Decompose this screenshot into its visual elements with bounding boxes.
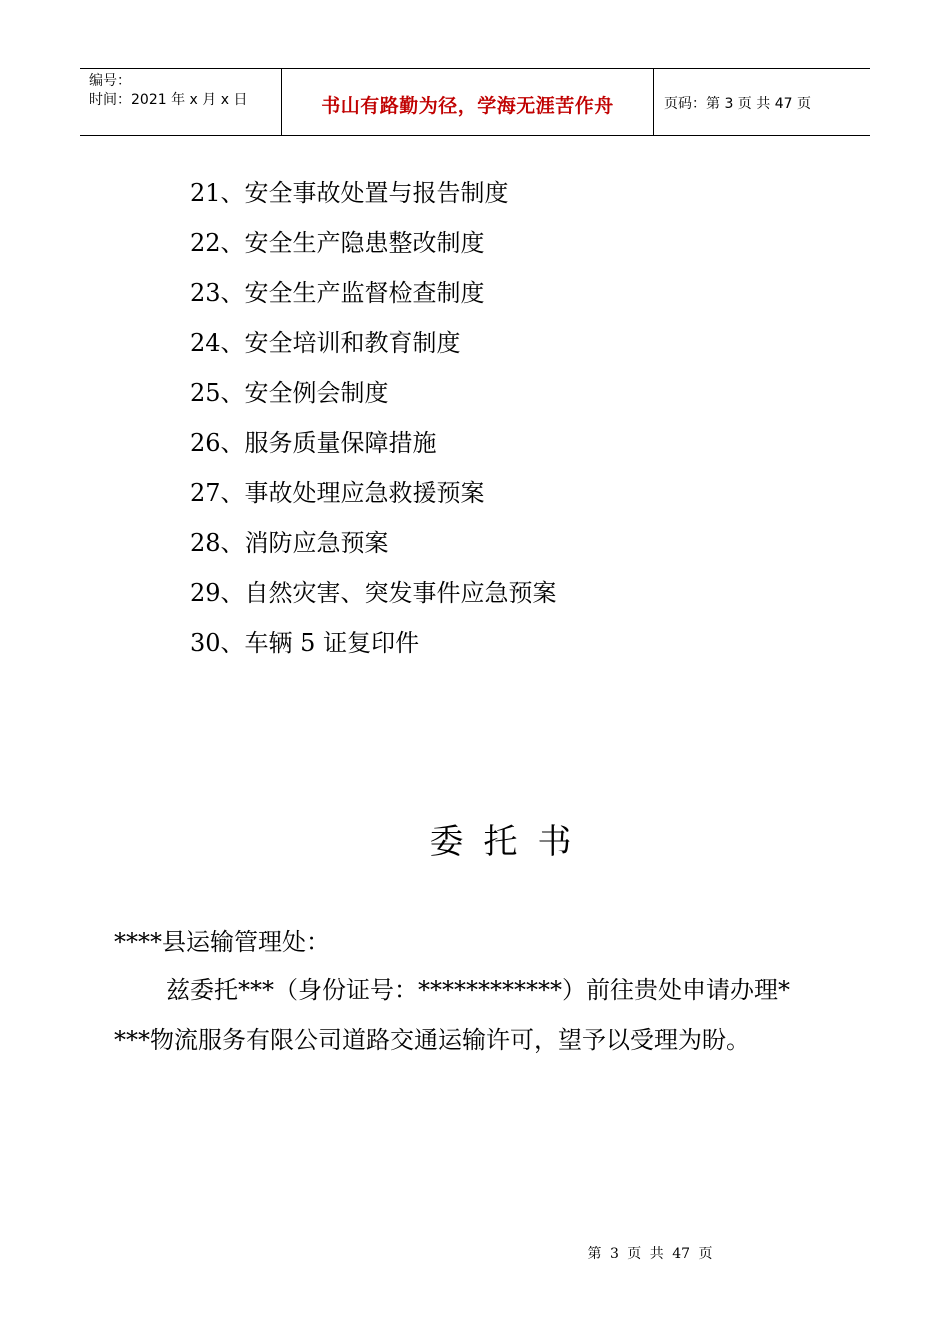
header-time-label: 时间：2021 年 x 月 x 日 [89, 92, 248, 108]
header-page-info: 页码：第 3 页 共 47 页 [664, 96, 811, 112]
header-number-label: 编号： [89, 73, 131, 89]
letter-addressee: ****县运输管理处： [114, 928, 330, 956]
page-footer: 第 3 页 共 47 页 [587, 1246, 713, 1262]
list-item: 22、安全生产隐患整改制度 [190, 229, 485, 257]
letter-title: 委托书 [429, 822, 592, 862]
list-item: 26、服务质量保障措施 [190, 429, 437, 457]
page-header [80, 68, 870, 136]
header-page-cell [654, 69, 870, 135]
document-list [190, 172, 557, 672]
letter-body-line-2: ***物流服务有限公司道路交通运输许可，望予以受理为盼。 [114, 1026, 750, 1054]
letter-body-line-1: 兹委托***（身份证号：************）前往贵处申请办理* [166, 976, 790, 1004]
header-meta-cell [80, 69, 282, 135]
header-motto: 书山有路勤为径，学海无涯苦作舟 [321, 94, 614, 117]
list-item: 23、安全生产监督检查制度 [190, 279, 485, 307]
list-item: 30、车辆 5 证复印件 [190, 629, 420, 657]
list-item: 24、安全培训和教育制度 [190, 329, 461, 357]
list-item: 21、安全事故处置与报告制度 [190, 179, 509, 207]
list-item: 29、自然灾害、突发事件应急预案 [190, 579, 557, 607]
list-item: 28、消防应急预案 [190, 529, 389, 557]
header-motto-cell [282, 69, 654, 135]
list-item: 25、安全例会制度 [190, 379, 389, 407]
list-item: 27、事故处理应急救援预案 [190, 479, 485, 507]
